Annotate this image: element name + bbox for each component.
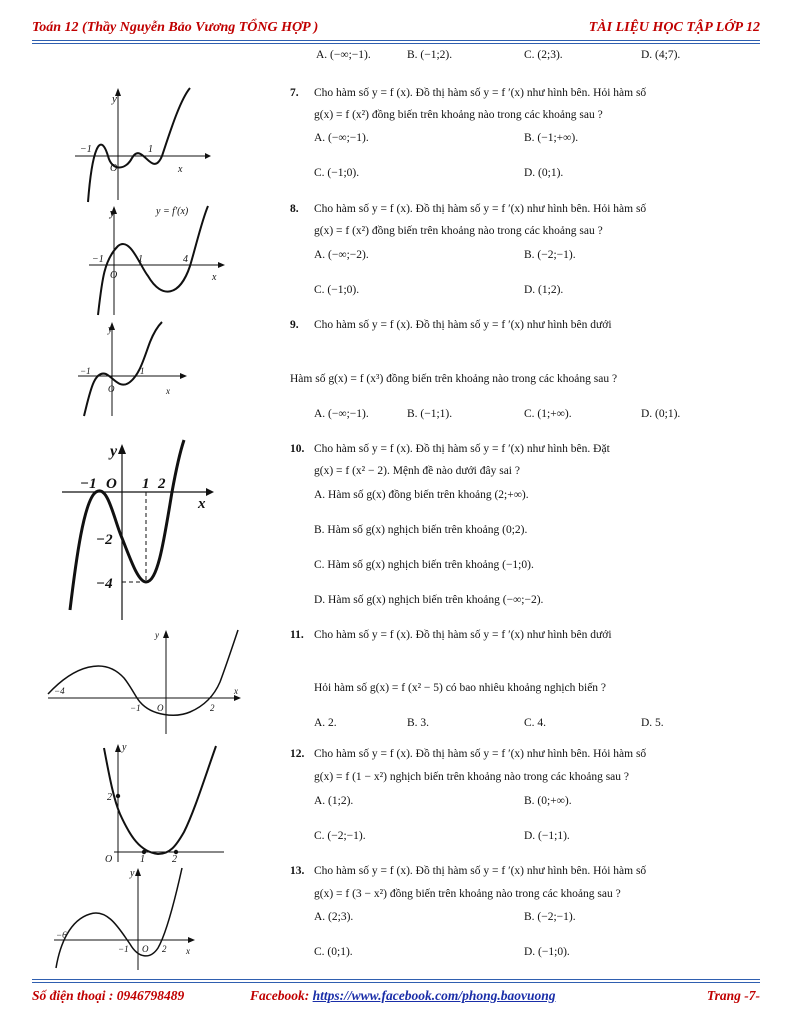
q10-option-c: C. Hàm số g(x) nghịch biến trên khoảng (−1;0). bbox=[314, 559, 534, 571]
q13-tick-p2: 2 bbox=[162, 944, 167, 954]
q13-number: 13. bbox=[290, 865, 305, 877]
q8-option-d: D. (1;2). bbox=[524, 284, 564, 296]
q11-option-d: D. 5. bbox=[641, 717, 664, 729]
q8-number: 8. bbox=[290, 203, 299, 215]
header-rule bbox=[32, 40, 760, 41]
q12-number: 12. bbox=[290, 748, 305, 760]
q11-origin-label: O bbox=[157, 703, 164, 713]
q9-number: 9. bbox=[290, 319, 299, 331]
q8-tick-m1: −1 bbox=[92, 254, 104, 265]
q13-y-label: y bbox=[130, 868, 135, 879]
q10-tick-m4: −4 bbox=[96, 576, 113, 592]
q8-curve-label: y = f′(x) bbox=[156, 206, 189, 217]
q11-tick-p2: 2 bbox=[210, 703, 215, 713]
q10-x-label: x bbox=[198, 496, 206, 512]
q13-origin-label: O bbox=[142, 944, 149, 954]
q12-graph bbox=[100, 740, 226, 864]
q10-y-label: y bbox=[110, 443, 118, 460]
q7-option-d: D. (0;1). bbox=[524, 167, 564, 179]
q7-tick-m1: −1 bbox=[80, 144, 92, 155]
q12-option-c: C. (−2;−1). bbox=[314, 830, 366, 842]
q7-x-label: x bbox=[178, 164, 183, 175]
q10-option-d: D. Hàm số g(x) nghịch biến trên khoảng (−∞;−2). bbox=[314, 594, 544, 606]
q8-graph bbox=[84, 200, 229, 318]
q9-origin-label: O bbox=[108, 384, 115, 394]
q8-tick-p4: 4 bbox=[183, 254, 188, 265]
q13-tick-m1: −1 bbox=[118, 944, 129, 954]
q10-graph bbox=[62, 440, 222, 622]
q8-tick-p1: 1 bbox=[138, 254, 143, 265]
q10-tick-p1: 1 bbox=[142, 476, 150, 492]
q13-tick-m6: −6 bbox=[56, 930, 67, 940]
q11-y-label: y bbox=[155, 630, 159, 640]
q8-option-a: A. (−∞;−2). bbox=[314, 249, 369, 261]
footer-rule-thin bbox=[32, 982, 760, 983]
q8-y-label: y bbox=[110, 207, 115, 219]
q11-option-a: A. 2. bbox=[314, 717, 337, 729]
q11-number: 11. bbox=[290, 629, 304, 641]
footer-rule bbox=[32, 979, 760, 980]
q9-graph bbox=[74, 318, 192, 418]
q12-tick-p1: 1 bbox=[140, 854, 145, 865]
q12-line2: g(x) = f (1 − x²) nghịch biến trên khoảng nào trong các khoảng sau ? bbox=[314, 771, 630, 783]
q9-x-label: x bbox=[166, 386, 170, 396]
q13-option-c: C. (0;1). bbox=[314, 946, 353, 958]
q12-option-d: D. (−1;1). bbox=[524, 830, 570, 842]
q11-tick-m4: −4 bbox=[54, 686, 65, 696]
q9-option-c: C. (1;+∞). bbox=[524, 408, 572, 420]
q7-origin-label: O bbox=[110, 163, 118, 174]
q10-option-b: B. Hàm số g(x) nghịch biến trên khoảng (0;2). bbox=[314, 524, 528, 536]
q7-line2: g(x) = f (x²) đồng biến trên khoảng nào trong các khoảng sau ? bbox=[314, 109, 603, 121]
q8-line1: Cho hàm số y = f (x). Đồ thị hàm số y = f ′(x) như hình bên. Hỏi hàm số bbox=[314, 203, 647, 215]
header-right: TÀI LIỆU HỌC TẬP LỚP 12 bbox=[588, 20, 760, 35]
q8-line2: g(x) = f (x²) đồng biến trên khoảng nào trong các khoảng sau ? bbox=[314, 225, 603, 237]
q9-y-label: y bbox=[108, 324, 113, 335]
page-header bbox=[32, 20, 760, 38]
top-option-d: D. (4;7). bbox=[641, 49, 681, 61]
header-left: Toán 12 (Thầy Nguyễn Bảo Vương TỔNG HỢP ) bbox=[32, 20, 319, 35]
q10-option-a: A. Hàm số g(x) đồng biến trên khoảng (2;+∞). bbox=[314, 489, 529, 501]
q10-line1: Cho hàm số y = f (x). Đồ thị hàm số y = f ′(x) như hình bên. Đặt bbox=[314, 443, 610, 455]
page-number: Trang -7- bbox=[706, 988, 760, 1003]
top-option-a: A. (−∞;−1). bbox=[316, 49, 371, 61]
q12-tick-p2: 2 bbox=[172, 854, 177, 865]
q12-tick-y2: 2 bbox=[107, 792, 112, 803]
top-option-b: B. (−1;2). bbox=[407, 49, 453, 61]
q12-line1: Cho hàm số y = f (x). Đồ thị hàm số y = f ′(x) như hình bên. Hỏi hàm số bbox=[314, 748, 647, 760]
q8-option-c: C. (−1;0). bbox=[314, 284, 360, 296]
q9-tick-m1: −1 bbox=[80, 366, 91, 376]
q11-tick-m1: −1 bbox=[130, 703, 141, 713]
q13-option-a: A. (2;3). bbox=[314, 911, 354, 923]
footer-facebook bbox=[250, 988, 556, 1004]
q13-option-b: B. (−2;−1). bbox=[524, 911, 576, 923]
q13-x-label: x bbox=[186, 946, 190, 956]
q13-line2: g(x) = f (3 − x²) đồng biến trên khoảng nào trong các khoảng sau ? bbox=[314, 888, 621, 900]
header-rule-thin bbox=[32, 43, 760, 44]
q12-option-a: A. (1;2). bbox=[314, 795, 354, 807]
q8-x-label: x bbox=[212, 272, 217, 283]
q9-line1: Cho hàm số y = f (x). Đồ thị hàm số y = f ′(x) như hình bên dưới bbox=[314, 319, 612, 331]
q12-y-label: y bbox=[122, 742, 127, 753]
facebook-link[interactable]: https://www.facebook.com/phong.baovuong bbox=[312, 988, 556, 1003]
q7-tick-p1: 1 bbox=[148, 144, 153, 155]
q9-option-a: A. (−∞;−1). bbox=[314, 408, 369, 420]
q7-option-c: C. (−1;0). bbox=[314, 167, 360, 179]
q7-option-b: B. (−1;+∞). bbox=[524, 132, 579, 144]
q10-line2: g(x) = f (x² − 2). Mệnh đề nào dưới đây sai ? bbox=[314, 465, 520, 477]
q11-option-c: C. 4. bbox=[524, 717, 547, 729]
q10-tick-m2: −2 bbox=[96, 532, 113, 548]
q9-tick-p1: 1 bbox=[140, 366, 145, 376]
top-option-c: C. (2;3). bbox=[524, 49, 563, 61]
q12-origin-label: O bbox=[105, 854, 113, 865]
q7-line1: Cho hàm số y = f (x). Đồ thị hàm số y = f ′(x) như hình bên. Hỏi hàm số bbox=[314, 87, 647, 99]
footer-facebook-label: Facebook: bbox=[250, 988, 313, 1003]
q10-number: 10. bbox=[290, 443, 305, 455]
q8-option-b: B. (−2;−1). bbox=[524, 249, 576, 261]
q11-x-label: x bbox=[234, 686, 238, 696]
q11-line2: Hỏi hàm số g(x) = f (x² − 5) có bao nhiêu khoảng nghịch biến ? bbox=[314, 682, 607, 694]
q9-option-d: D. (0;1). bbox=[641, 408, 681, 420]
q10-origin-label: O bbox=[106, 476, 117, 492]
q10-tick-m1: −1 bbox=[80, 476, 97, 492]
q11-option-b: B. 3. bbox=[407, 717, 430, 729]
q9-option-b: B. (−1;1). bbox=[407, 408, 453, 420]
q7-number: 7. bbox=[290, 87, 299, 99]
q7-option-a: A. (−∞;−1). bbox=[314, 132, 369, 144]
q13-option-d: D. (−1;0). bbox=[524, 946, 570, 958]
footer-phone: Số điện thoại : 0946798489 bbox=[32, 988, 185, 1003]
q13-line1: Cho hàm số y = f (x). Đồ thị hàm số y = f ′(x) như hình bên. Hỏi hàm số bbox=[314, 865, 647, 877]
q13-graph bbox=[50, 864, 200, 972]
page-footer bbox=[32, 988, 760, 1006]
q11-line1: Cho hàm số y = f (x). Đồ thị hàm số y = f ′(x) như hình bên dưới bbox=[314, 629, 612, 641]
q12-option-b: B. (0;+∞). bbox=[524, 795, 572, 807]
q9-line2: Hàm số g(x) = f (x³) đồng biến trên khoảng nào trong các khoảng sau ? bbox=[290, 373, 618, 385]
q8-origin-label: O bbox=[110, 270, 118, 281]
q11-graph bbox=[44, 626, 244, 736]
q7-y-label: y bbox=[112, 93, 117, 105]
q10-tick-p2: 2 bbox=[158, 476, 166, 492]
q7-graph bbox=[70, 80, 210, 205]
